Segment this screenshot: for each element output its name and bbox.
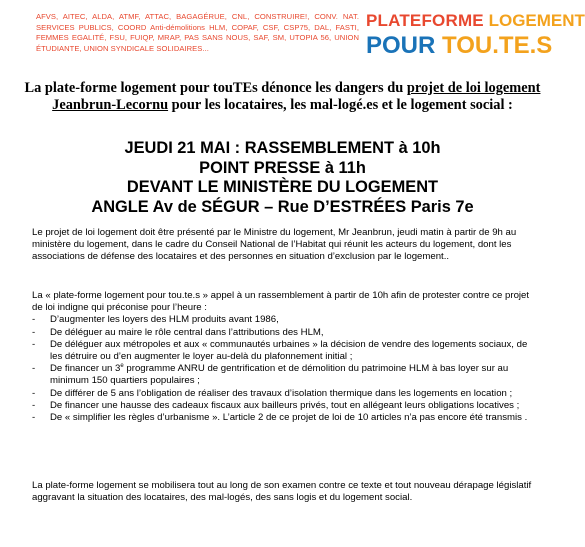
- list-item-text: De « simplifier les règles d’urbanisme ». L’article 2 de ce projet de loi de 10 articles n’a pas encore été transmis .: [50, 412, 528, 424]
- dash-bullet: -: [32, 363, 36, 375]
- logo-toutes: TOU.TE.S: [442, 32, 553, 59]
- logo-logement: LOGEMENT: [488, 11, 585, 30]
- dash-bullet: -: [32, 314, 36, 326]
- list-item: [32, 412, 537, 424]
- document-title: [20, 80, 545, 114]
- event-date-line: JEUDI 21 MAI : RASSEMBLEMENT à 10h: [124, 139, 441, 157]
- organizations-list: AFVS, AITEC, ALDA, ATMF, ATTAC, BAGAGÉRUE, CNL, CONSTRUIRE!, CONV. NAT. SERVICES PUBLICS, COORD Anti-démolitions HLM, COPAF, CSF, CSP75, DAL, FASTI, FEMMES EGALITÉ, FSU, FUIQP, MRAP, PAS SANS NOUS, SAF, SM, UTOPIA 56, UNION ÉTUDIANTE, UNION SYNDICALE SOLIDAIRES...: [36, 12, 359, 53]
- call-paragraph: [32, 290, 537, 424]
- list-item-text: De financer une hausse des cadeaux fiscaux aux bailleurs privés, tout en allégeant leurs obligations locatives ;: [50, 399, 520, 411]
- dash-bullet: -: [32, 387, 36, 399]
- ordinal-superscript: e: [120, 363, 124, 370]
- logo-pour: POUR: [366, 32, 436, 59]
- title-part-2: pour les locataires, les mal-logé.es et le logement social :: [168, 97, 513, 113]
- list-item-text: D’augmenter les loyers des HLM produits avant 1986,: [50, 314, 279, 326]
- logo-plateforme: PLATEFORME: [366, 11, 484, 30]
- demands-list: [32, 314, 537, 424]
- logo-line-1: [366, 11, 585, 31]
- list-item: [32, 339, 537, 363]
- event-press-line: POINT PRESSE à 11h: [199, 158, 366, 177]
- closing-paragraph: La plate-forme logement se mobilisera tout au long de son examen contre ce texte et tout nouveau dérapage législatif aggravant la situation des locataires, des mal-logés, des sans logis et du logement social.: [32, 480, 532, 504]
- dash-bullet: -: [32, 338, 36, 350]
- header: [0, 0, 585, 72]
- title-law-link[interactable]: projet de loi logement Jeanbrun-Lecornu: [52, 80, 541, 113]
- list-item: [32, 400, 537, 412]
- event-address-line: ANGLE Av de SÉGUR – Rue D’ESTRÉES Paris 7e: [91, 197, 474, 216]
- title-part-1: La plate-forme logement pour touTEs dénonce les dangers du: [24, 80, 407, 96]
- plateforme-logo: [366, 11, 585, 63]
- list-item: [32, 314, 537, 326]
- event-announcement: [20, 139, 545, 217]
- intro-paragraph: Le projet de loi logement doit être présenté par le Ministre du logement, Mr Jeanbrun, jeudi matin à partir de 9h au ministère du logement, dans le cadre du Conseil National de l’Habitat qui réunit les acteurs du logement, dont les associations de défense des locataires et des personnes en situation d’exclusion par le logement..: [32, 227, 517, 263]
- list-item-text-rest: programme ANRU de gentrification et de démolition du patrimoine HLM à bas loyer sur au minimum 150 quartiers populaires ;: [50, 363, 509, 387]
- list-item: [32, 363, 537, 387]
- list-item-text: De déléguer au maire le rôle central dans l’attributions des HLM,: [50, 326, 324, 338]
- list-item: [32, 388, 537, 400]
- dash-bullet: -: [32, 326, 36, 338]
- list-item-text: De financer un 3: [50, 363, 121, 375]
- list-item-text: De déléguer aux métropoles et aux « communautés urbaines » la décision de vendre des logements sociaux, de les détruire ou d’en augmenter le loyer au-delà du plafonnement initial ;: [50, 338, 528, 363]
- event-location-line: DEVANT LE MINISTÈRE DU LOGEMENT: [126, 178, 439, 197]
- list-item: [32, 327, 537, 339]
- logo-line-2: [366, 33, 552, 59]
- call-text: La « plate-forme logement pour tou.te.s » appel à un rassemblement à partir de 10h afin de protester contre ce projet de loi indigne qui préconise pour l’heure :: [32, 290, 530, 314]
- dash-bullet: -: [32, 399, 36, 411]
- dash-bullet: -: [32, 412, 36, 424]
- list-item-text: De différer de 5 ans l’obligation de réaliser des travaux d’isolation thermique dans les logements en location ;: [50, 387, 513, 399]
